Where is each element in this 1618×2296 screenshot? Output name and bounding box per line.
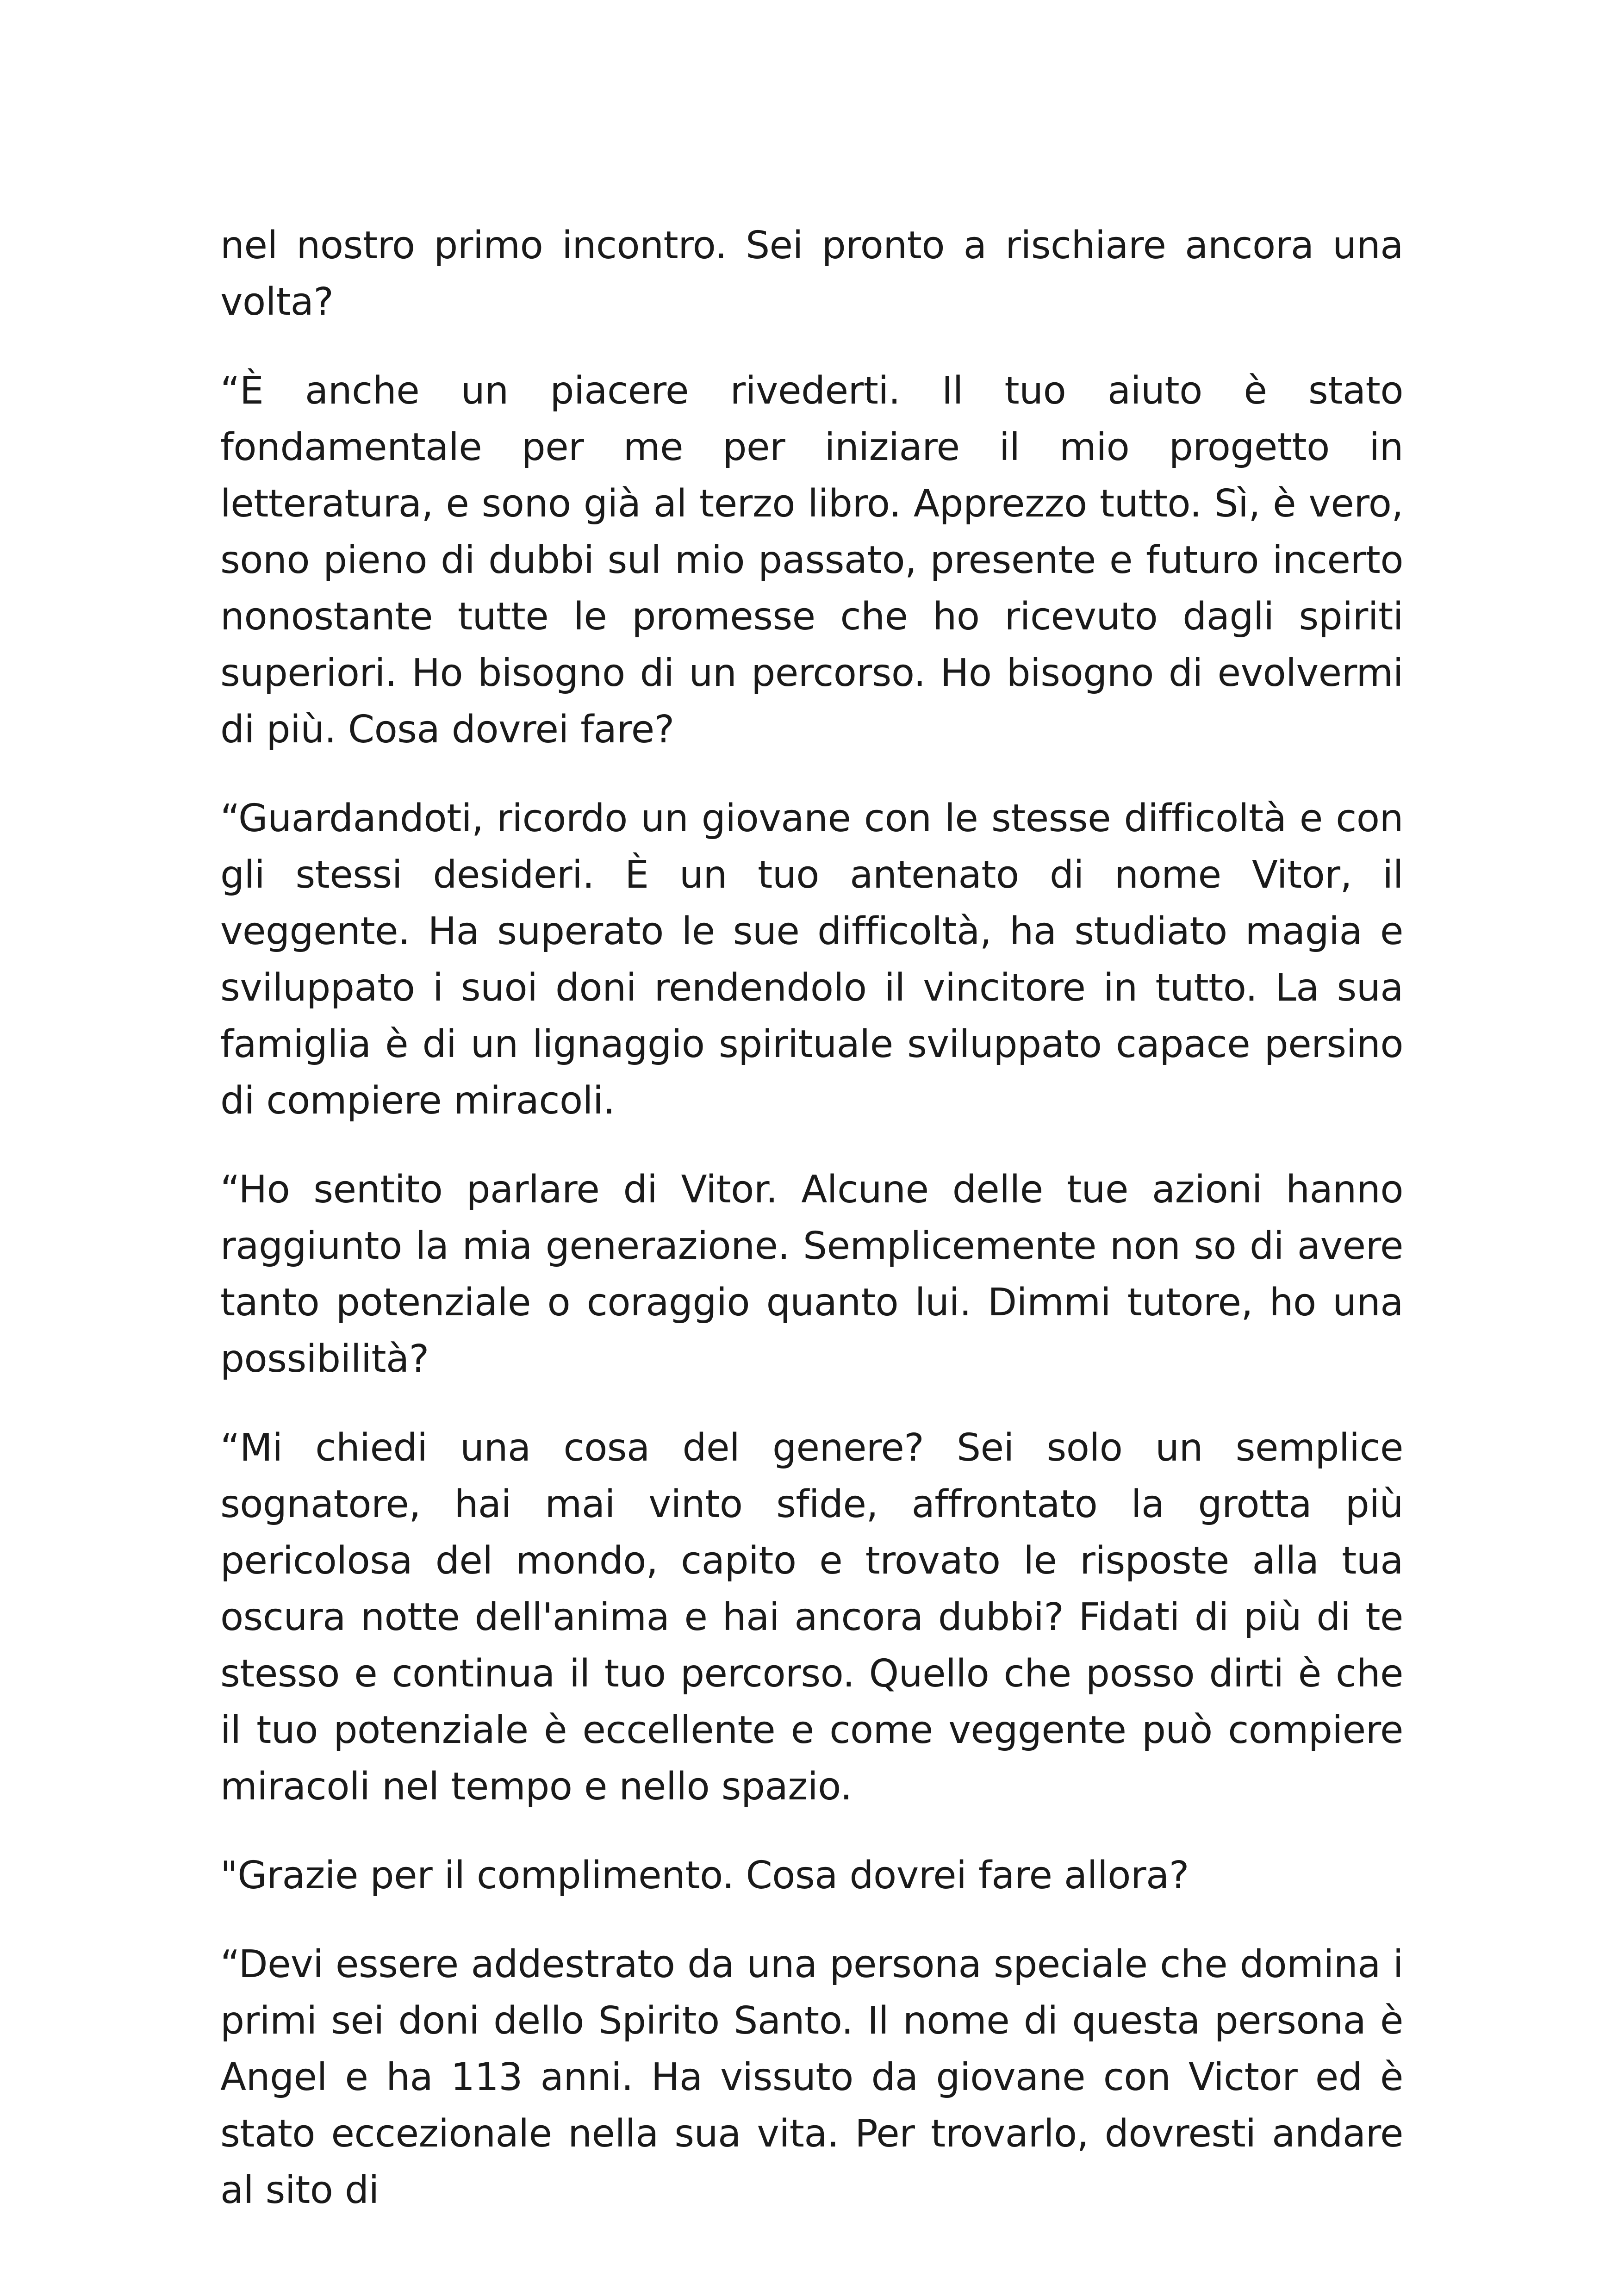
paragraph-6: "Grazie per il complimento. Cosa dovrei fare allora? <box>220 1854 1189 1898</box>
paragraph-2: “È anche un piacere rivederti. Il tuo aiuto è stato fondamentale per me per iniziare il mio progetto in letteratura, e sono già al terzo libro. Apprezzo tutto. Sì, è vero, sono pieno di dubbi sul mio passato, presente e futuro incerto nonostante tutte le promesse che ho ricevuto dagli spiriti superiori. Ho bisogno di un percorso. Ho bisogno di evolvermi di più. Cosa dovrei fare? <box>220 369 1403 752</box>
paragraph-4: “Ho sentito parlare di Vitor. Alcune delle tue azioni hanno raggiunto la mia generazione. Semplicemente non so di avere tanto potenziale o coraggio quanto lui. Dimmi tutore, ho una possibilità? <box>220 1168 1403 1381</box>
paragraph-3: “Guardandoti, ricordo un giovane con le stesse difficoltà e con gli stessi desideri. È un tuo antenato di nome Vitor, il veggente. Ha superato le sue difficoltà, ha studiato magia e sviluppato i suoi doni rendendolo il vincitore in tutto. La sua famiglia è di un lignaggio spirituale sviluppato capace persino di compiere miracoli. <box>220 796 1403 1123</box>
paragraph-5: “Mi chiedi una cosa del genere? Sei solo un semplice sognatore, hai mai vinto sfide, affrontato la grotta più pericolosa del mondo, capito e trovato le risposte alla tua oscura notte dell'anima e hai ancora dubbi? Fidati di più di te stesso e continua il tuo percorso. Quello che posso dirti è che il tuo potenziale è eccellente e come veggente può compiere miracoli nel tempo e nello spazio. <box>220 1426 1403 1809</box>
body-text <box>220 218 1403 2219</box>
paragraph-7: “Devi essere addestrato da una persona speciale che domina i primi sei doni dello Spirito Santo. Il nome di questa persona è Angel e ha 113 anni. Ha vissuto da giovane con Victor ed è stato eccezionale nella sua vita. Per trovarlo, dovresti andare al sito di <box>220 1942 1403 2212</box>
paragraph-1: nel nostro primo incontro. Sei pronto a rischiare ancora una volta? <box>220 224 1403 324</box>
